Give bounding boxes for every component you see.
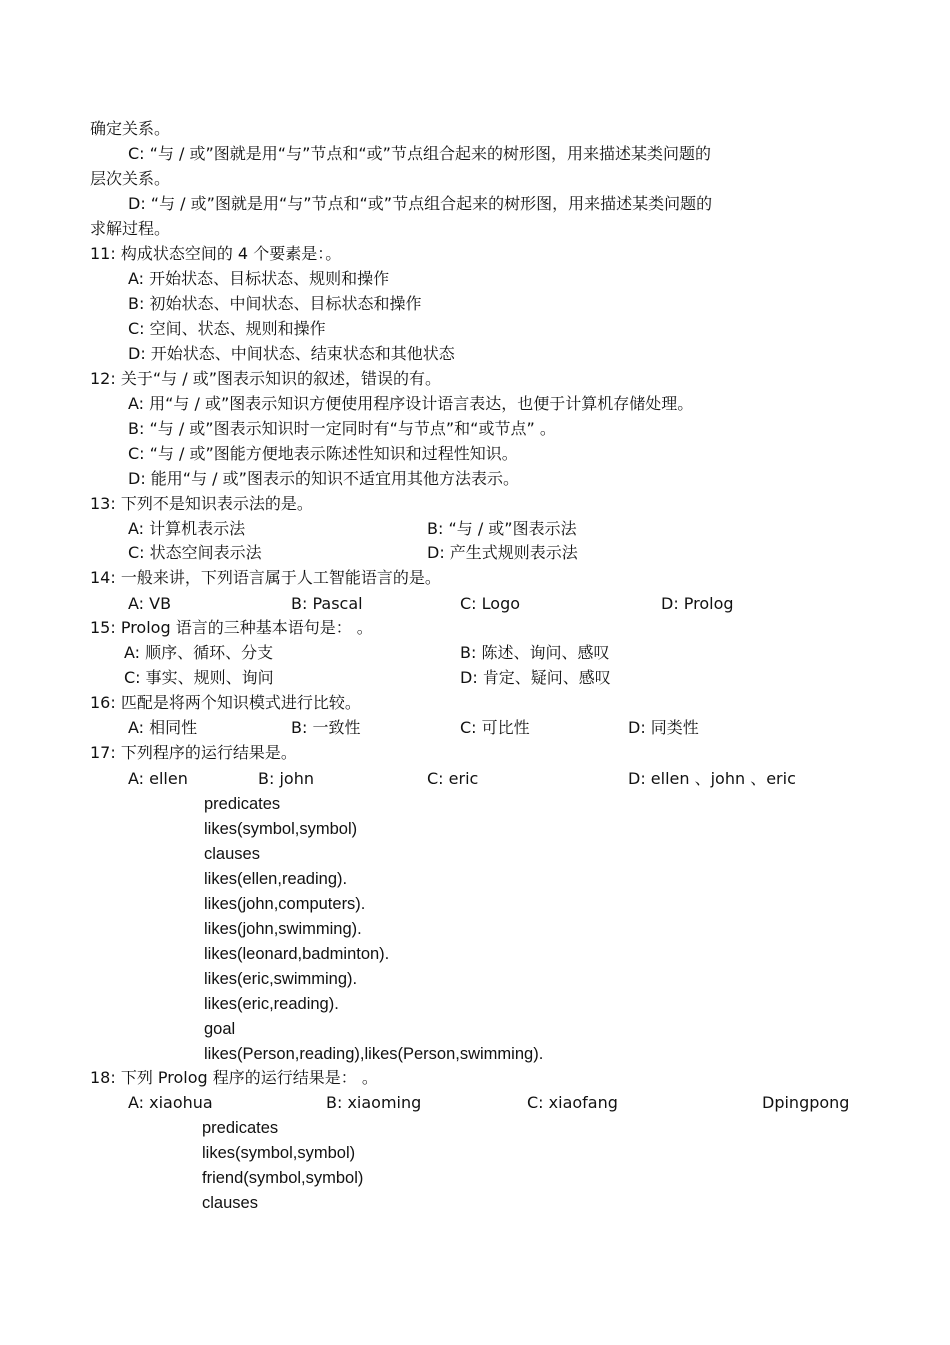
q17-code-line: likes(leonard,badminton). bbox=[204, 945, 390, 963]
q15-stem: 15: Prolog 语言的三种基本语句是： 。 bbox=[90, 618, 373, 637]
q18-option-b: B: xiaoming bbox=[326, 1093, 422, 1112]
q17-code-line: likes(john,computers). bbox=[204, 895, 366, 913]
intro-option-c: C: “与 / 或”图就是用“与”节点和“或”节点组合起来的树形图，用来描述某类问题的 bbox=[128, 144, 711, 163]
q16-option-c: C: 可比性 bbox=[460, 718, 530, 737]
q18-code-line: friend(symbol,symbol) bbox=[202, 1169, 364, 1187]
q14-stem: 14: 一般来讲，下列语言属于人工智能语言的是。 bbox=[90, 568, 441, 587]
q14-option-c: C: Logo bbox=[460, 594, 521, 613]
q13-option-c: C: 状态空间表示法 bbox=[128, 543, 262, 562]
q17-code-line: predicates bbox=[204, 795, 281, 813]
q13-option-a: A: 计算机表示法 bbox=[128, 519, 246, 538]
q15-option-b: B: 陈述、询问、感叹 bbox=[460, 643, 610, 662]
q18-option-d: Dpingpong bbox=[762, 1093, 850, 1112]
q12-option-a: A: 用“与 / 或”图表示知识方便使用程序设计语言表达，也便于计算机存储处理。 bbox=[128, 394, 694, 413]
q13-option-b: B: “与 / 或”图表示法 bbox=[427, 519, 577, 538]
q18-stem: 18: 下列 Prolog 程序的运行结果是： 。 bbox=[90, 1068, 378, 1087]
q18-code-line: clauses bbox=[202, 1194, 258, 1212]
q17-option-d: D: ellen 、john 、eric bbox=[628, 769, 796, 788]
q13-option-d: D: 产生式规则表示法 bbox=[427, 543, 578, 562]
q14-option-d: D: Prolog bbox=[661, 594, 734, 613]
q16-option-b: B: 一致性 bbox=[291, 718, 361, 737]
q17-code-line: likes(Person,reading),likes(Person,swimming). bbox=[204, 1045, 544, 1063]
q17-stem: 17: 下列程序的运行结果是。 bbox=[90, 743, 297, 762]
q13-stem: 13: 下列不是知识表示法的是。 bbox=[90, 494, 313, 513]
q11-stem: 11: 构成状态空间的 4 个要素是：。 bbox=[90, 244, 342, 263]
q12-option-b: B: “与 / 或”图表示知识时一定同时有“与节点”和“或节点” 。 bbox=[128, 419, 556, 438]
q16-stem: 16: 匹配是将两个知识模式进行比较。 bbox=[90, 693, 361, 712]
q16-option-a: A: 相同性 bbox=[128, 718, 198, 737]
q17-code-line: clauses bbox=[204, 845, 260, 863]
intro-option-d-cont: 求解过程。 bbox=[90, 219, 171, 238]
q11-option-d: D: 开始状态、中间状态、结束状态和其他状态 bbox=[128, 344, 455, 363]
intro-line: 确定关系。 bbox=[90, 119, 171, 138]
q11-option-c: C: 空间、状态、规则和操作 bbox=[128, 319, 326, 338]
q18-code-line: predicates bbox=[202, 1119, 279, 1137]
q12-stem: 12: 关于“与 / 或”图表示知识的叙述，错误的有。 bbox=[90, 369, 441, 388]
q11-option-a: A: 开始状态、目标状态、规则和操作 bbox=[128, 269, 390, 288]
q17-option-a: A: ellen bbox=[128, 769, 188, 788]
q15-option-a: A: 顺序、循环、分支 bbox=[124, 643, 274, 662]
intro-option-c-cont: 层次关系。 bbox=[90, 169, 171, 188]
q15-option-c: C: 事实、规则、询问 bbox=[124, 668, 274, 687]
q17-code-line: likes(ellen,reading). bbox=[204, 870, 348, 888]
q14-option-b: B: Pascal bbox=[291, 594, 363, 613]
q17-code-line: likes(eric,reading). bbox=[204, 995, 339, 1013]
q12-option-c: C: “与 / 或”图能方便地表示陈述性知识和过程性知识。 bbox=[128, 444, 518, 463]
q17-option-b: B: john bbox=[258, 769, 314, 788]
q17-code-line: goal bbox=[204, 1020, 236, 1038]
q16-option-d: D: 同类性 bbox=[628, 718, 699, 737]
q11-option-b: B: 初始状态、中间状态、目标状态和操作 bbox=[128, 294, 422, 313]
q17-code-line: likes(eric,swimming). bbox=[204, 970, 358, 988]
q18-option-c: C: xiaofang bbox=[527, 1093, 618, 1112]
q17-code-line: likes(john,swimming). bbox=[204, 920, 362, 938]
q14-option-a: A: VB bbox=[128, 594, 172, 613]
q12-option-d: D: 能用“与 / 或”图表示的知识不适宜用其他方法表示。 bbox=[128, 469, 519, 488]
q17-option-c: C: eric bbox=[427, 769, 479, 788]
intro-option-d: D: “与 / 或”图就是用“与”节点和“或”节点组合起来的树形图，用来描述某类问题的 bbox=[128, 194, 713, 213]
q17-code-line: likes(symbol,symbol) bbox=[204, 820, 358, 838]
q18-option-a: A: xiaohua bbox=[128, 1093, 213, 1112]
q18-code-line: likes(symbol,symbol) bbox=[202, 1144, 356, 1162]
q15-option-d: D: 肯定、疑问、感叹 bbox=[460, 668, 611, 687]
